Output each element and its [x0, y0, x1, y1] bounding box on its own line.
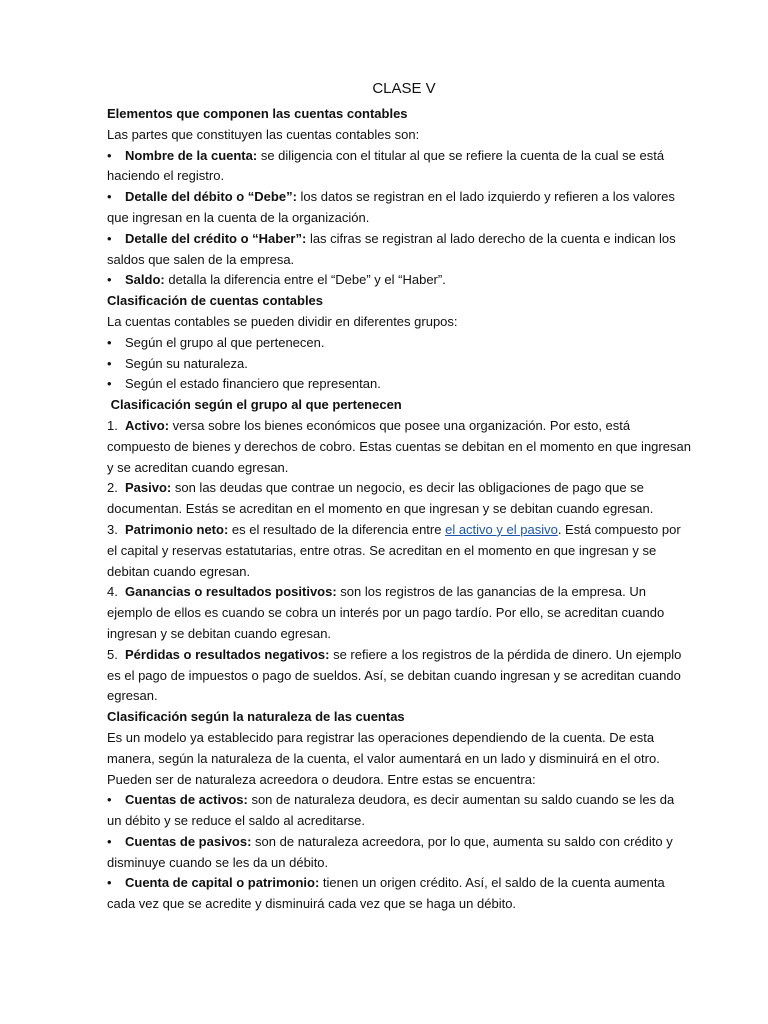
numbered-item: 4. Ganancias o resultados positivos: son los registros de las ganancias de la empresa. Un ejemplo de ellos es cuando se cobra un interés por un pago tardío. Por ello, se acreditan cuando ingresan y se debitan cuando egresan.: [107, 584, 665, 641]
bullet-icon: •: [107, 792, 112, 808]
list-item: • Detalle del débito o “Debe”: los datos se registran en el lado izquierdo y refieren a los valores que ingresan en la cuenta de la organización.: [107, 189, 675, 225]
list-item: • Según su naturaleza.: [107, 354, 691, 375]
page-title: CLASE V: [372, 80, 436, 97]
section-heading: Elementos que componen las cuentas contables: [107, 106, 408, 121]
bullet-icon: •: [107, 272, 112, 288]
list-item: • Nombre de la cuenta: se diligencia con el titular al que se refiere la cuenta de la cual se está haciendo el registro.: [107, 147, 665, 184]
bullet-icon: •: [107, 147, 112, 163]
bullet-icon: •: [107, 376, 112, 392]
section-intro: Las partes que constituyen las cuentas contables son:: [107, 126, 420, 142]
list-item: • Saldo: detalla la diferencia entre el “Debe” y el “Haber”.: [107, 270, 691, 291]
list-item: • Cuenta de capital o patrimonio: tienen un origen crédito. Así, el saldo de la cuenta aumenta cada vez que se acredite y disminuirá cada vez que se haga un débito.: [107, 875, 665, 912]
numbered-item: 5. Pérdidas o resultados negativos: se refiere a los registros de la pérdida de dinero. Un ejemplo es el pago de impuestos o pago de sueldos. Así, se debitan cuando ingresan y se acreditan cuando egresan.: [107, 646, 682, 704]
bullet-icon: •: [107, 230, 112, 246]
bullet-icon: •: [107, 189, 112, 205]
numbered-item: 2. Pasivo: son las deudas que contrae un negocio, es decir las obligaciones de pago que se documentan. Estás se acreditan en el momento en que ingresan y se debitan cuando egresan.: [107, 480, 654, 517]
bullet-icon: •: [107, 355, 112, 371]
numbered-item: 3. Patrimonio neto: es el resultado de la diferencia entre el activo y el pasivo. Está compuesto por el capital y reservas estatutarias, entre otras. Se acreditan en el momento en que ingresan y se debitan cuando egresan.: [107, 521, 681, 579]
bullet-icon: •: [107, 334, 112, 350]
list-item: • Detalle del crédito o “Haber”: las cifras se registran al lado derecho de la cuenta e indican los saldos que salen de la empresa.: [107, 230, 676, 267]
list-item: • Según el estado financiero que representan.: [107, 374, 691, 395]
list-item: • Cuentas de activos: son de naturaleza deudora, es decir aumentan su saldo cuando se les da un débito y se reduce el saldo al acreditarse.: [107, 792, 675, 829]
list-item: • Cuentas de pasivos: son de naturaleza acreedora, por lo que, aumenta su saldo con crédito y disminuye cuando se les da un débito.: [107, 833, 673, 870]
numbered-item: 1. Activo: versa sobre los bienes económicos que posee una organización. Por esto, está compuesto de bienes y derechos de cobro. Estas cuentas se debitan en el momento en que ingresan y se acreditan cuando egresan.: [107, 417, 691, 475]
section-intro: Es un modelo ya establecido para registrar las operaciones dependiendo de la cuenta. De esta manera, según la naturaleza de la cuenta, el valor aumentará en un lado y disminuirá en el otro. Pueden ser de naturaleza acreedora o deudora. Entre estas se encuentra:: [107, 729, 660, 787]
section-heading: Clasificación según la naturaleza de las cuentas: [107, 709, 405, 725]
document-body: [107, 80, 691, 915]
bullet-icon: •: [107, 875, 112, 891]
list-item: • Según el grupo al que pertenecen.: [107, 333, 691, 354]
section-heading: Clasificación de cuentas contables: [107, 293, 324, 309]
section-intro: La cuentas contables se pueden dividir en diferentes grupos:: [107, 313, 458, 329]
activo-pasivo-link[interactable]: el activo y el pasivo: [445, 521, 558, 537]
bullet-icon: •: [107, 833, 112, 849]
section-heading: Clasificación según el grupo al que pertenecen: [107, 397, 402, 413]
